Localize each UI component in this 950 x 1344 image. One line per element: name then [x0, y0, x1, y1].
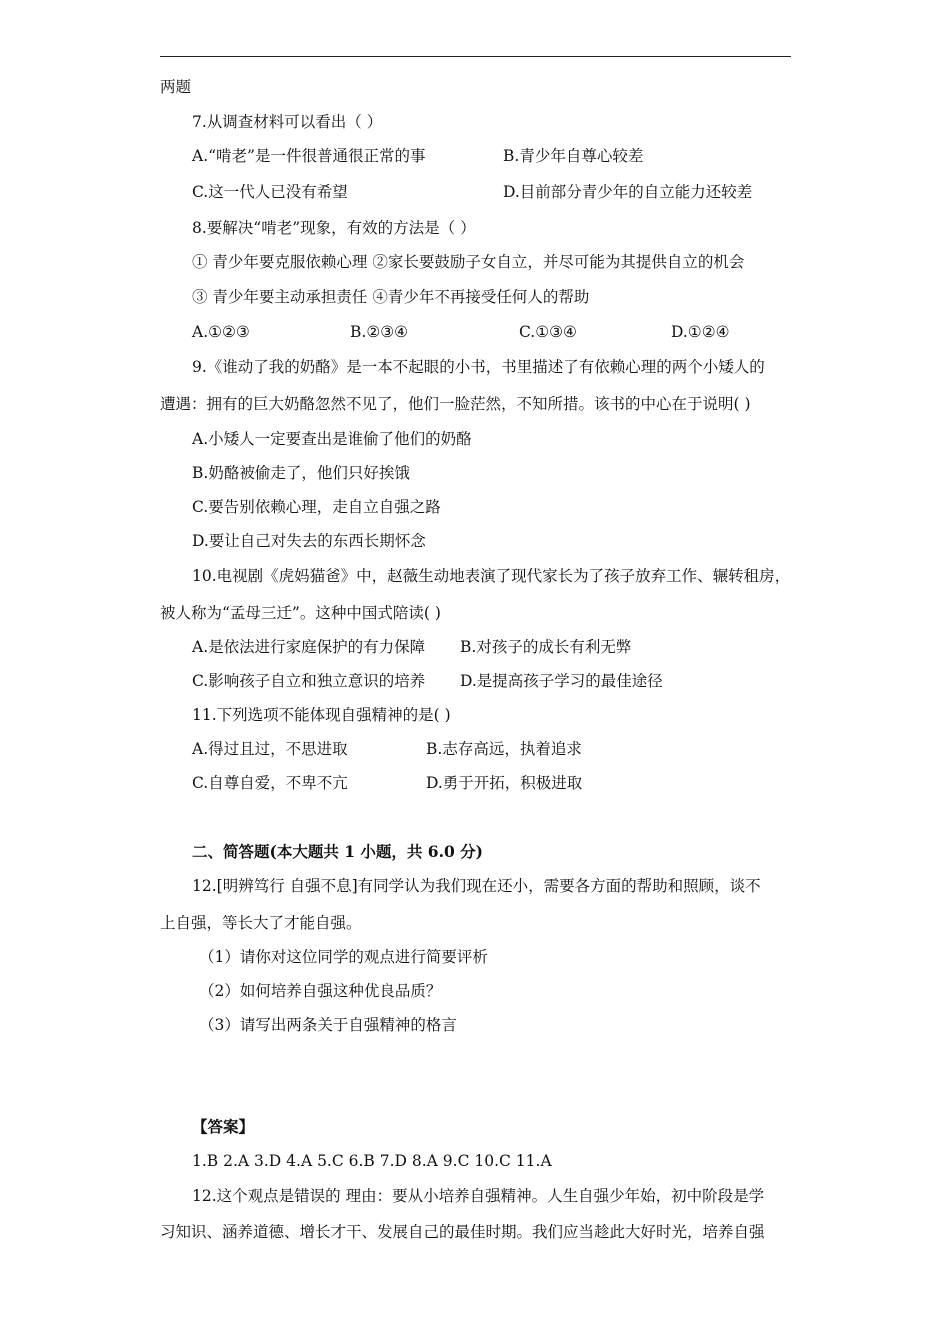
q9-option-c: C.要告别依赖心理，走自立自强之路	[192, 498, 441, 516]
q8-option-a: A.①②③	[192, 323, 250, 341]
q11-stem: 11.下列选项不能体现自强精神的是( )	[192, 706, 451, 724]
q8-option-c: C.①③④	[519, 323, 577, 341]
q8-item1: ① 青少年要克服依赖心理 ②家长要鼓励子女自立，并尽可能为其提供自立的机会	[192, 253, 745, 271]
section2-heading: 二、简答题(本大题共 1 小题，共 6.0 分)	[192, 842, 484, 861]
q8-item2: ③ 青少年要主动承担责任 ④青少年不再接受任何人的帮助	[192, 288, 590, 306]
q9-option-d: D.要让自己对失去的东西长期怀念	[192, 532, 426, 550]
q12-sub3: （3）请写出两条关于自强精神的格言	[199, 1016, 457, 1034]
q10-stem-line2: 被人称为“孟母三迁”。这种中国式陪读( )	[160, 604, 441, 622]
q7-option-a: A.“啃老”是一件很普通很正常的事	[192, 147, 426, 165]
q10-option-d: D.是提高孩子学习的最佳途径	[460, 672, 663, 690]
q9-stem-line1: 9.《谁动了我的奶酪》是一本不起眼的小书，书里描述了有依赖心理的两个小矮人的	[192, 358, 765, 376]
answer-q12-line1: 12.这个观点是错误的 理由：要从小培养自强精神。人生自强少年始，初中阶段是学	[192, 1187, 765, 1205]
q11-option-d: D.勇于开拓，积极进取	[426, 774, 583, 792]
q8-stem: 8.要解决“啃老”现象，有效的方法是（ ）	[192, 219, 476, 237]
q12-sub2: （2）如何培养自强这种优良品质？	[199, 982, 442, 1000]
q12-stem-line2: 上自强，等长大了才能自强。	[160, 914, 362, 932]
q11-option-b: B.志存高远，执着追求	[426, 740, 582, 758]
header-rule	[160, 56, 791, 57]
q9-option-b: B.奶酪被偷走了，他们只好挨饿	[192, 464, 410, 482]
q10-option-a: A.是依法进行家庭保护的有力保障	[192, 638, 426, 656]
continuation-text: 两题	[160, 78, 192, 96]
q12-stem-line1: 12.[明辨笃行 自强不息]有同学认为我们现在还小，需要各方面的帮助和照顾，谈不	[192, 877, 761, 895]
q11-option-c: C.自尊自爱，不卑不亢	[192, 774, 348, 792]
q11-option-a: A.得过且过，不思进取	[192, 740, 348, 758]
q7-option-b: B.青少年自尊心较差	[503, 147, 644, 165]
q12-sub1: （1）请你对这位同学的观点进行简要评析	[199, 948, 488, 966]
q8-option-d: D.①②④	[671, 323, 730, 341]
q10-stem-line1: 10.电视剧《虎妈猫爸》中，赵薇生动地表演了现代家长为了孩子放弃工作、辗转租房，	[192, 567, 791, 585]
q10-option-b: B.对孩子的成长有利无弊	[460, 638, 632, 656]
answers-heading: 【答案】	[192, 1117, 255, 1136]
q7-option-c: C.这一代人已没有希望	[192, 183, 348, 201]
answer-q12-line2: 习知识、涵养道德、增长才干、发展自己的最佳时期。我们应当趁此大好时光，培养自强	[160, 1223, 765, 1241]
q8-option-b: B.②③④	[350, 323, 409, 341]
q7-stem: 7.从调查材料可以看出（ ）	[192, 113, 383, 131]
q10-option-c: C.影响孩子自立和独立意识的培养	[192, 672, 426, 690]
q7-option-d: D.目前部分青少年的自立能力还较差	[503, 183, 753, 201]
q9-stem-line2: 遭遇：拥有的巨大奶酪忽然不见了，他们一脸茫然，不知所措。该书的中心在于说明( )	[160, 395, 751, 413]
answers-choices: 1.B 2.A 3.D 4.A 5.C 6.B 7.D 8.A 9.C 10.C 11.A	[192, 1152, 552, 1170]
q9-option-a: A.小矮人一定要查出是谁偷了他们的奶酪	[192, 430, 472, 448]
